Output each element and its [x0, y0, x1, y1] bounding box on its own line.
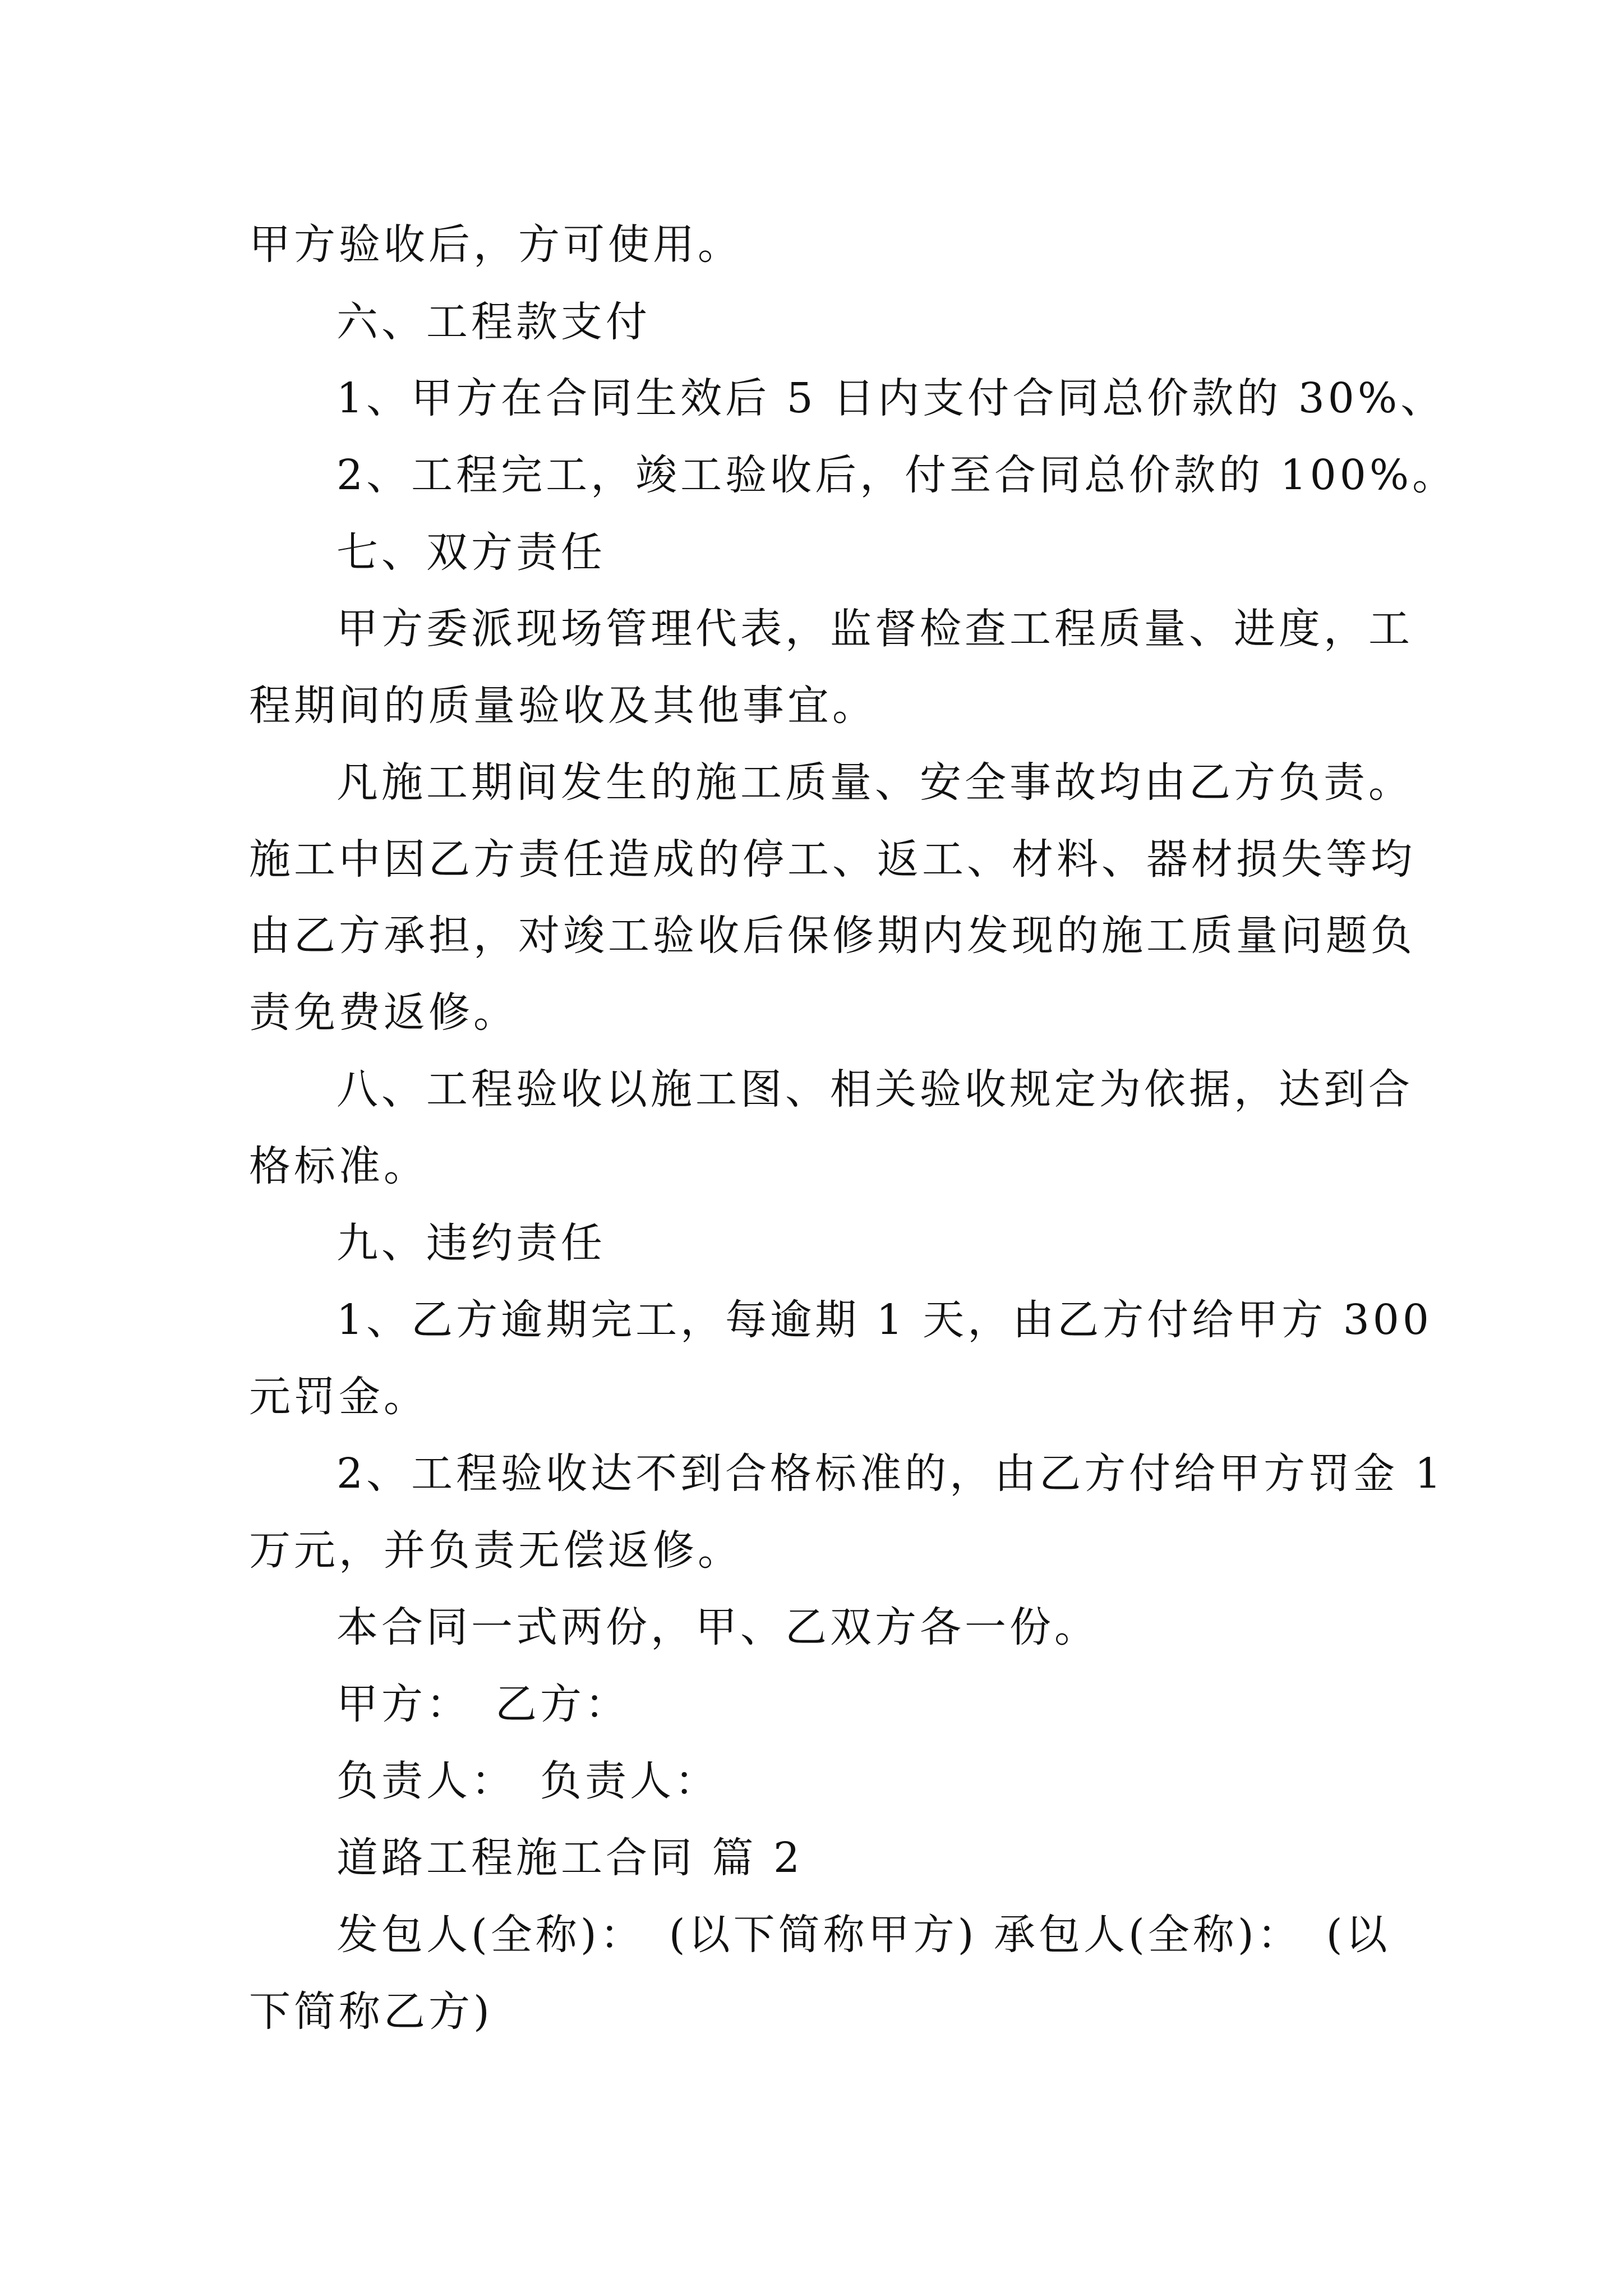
text-line: 程期间的质量验收及其他事宜。: [249, 682, 877, 730]
signature-representative-line: 负责人： 负责人：: [336, 1757, 720, 1805]
text-line: 下简称乙方): [249, 1987, 493, 2036]
section-heading: 七、双方责任: [336, 528, 606, 577]
text-line: 施工中因乙方责任造成的停工、返工、材料、器材损失等均: [249, 835, 1415, 884]
signature-parties-line: 甲方： 乙方：: [336, 1680, 630, 1728]
section-heading: 六、工程款支付: [336, 298, 651, 346]
text-line: 2、工程完工，竣工验收后，付至合同总价款的 100%。: [336, 451, 1458, 499]
text-line: 格标准。: [249, 1142, 428, 1190]
text-line: 1、甲方在合同生效后 5 日内支付合同总价款的 30%、: [336, 374, 1446, 422]
text-line: 甲方委派现场管理代表，监督检查工程质量、进度，工: [336, 605, 1413, 653]
section-heading: 九、违约责任: [336, 1219, 606, 1267]
contract-title: 道路工程施工合同 篇 2: [336, 1834, 804, 1882]
text-line: 责免费返修。: [249, 988, 518, 1037]
text-line: 1、乙方逾期完工，每逾期 1 天，由乙方付给甲方 300: [336, 1296, 1432, 1344]
text-line: 由乙方承担，对竣工验收后保修期内发现的施工质量问题负: [249, 912, 1415, 960]
text-line: 发包人(全称)： (以下简称甲方) 承包人(全称)： (以: [336, 1911, 1391, 1959]
text-line: 2、工程验收达不到合格标准的，由乙方付给甲方罚金 1: [336, 1450, 1445, 1498]
text-line: 万元，并负责无偿返修。: [249, 1526, 743, 1575]
text-line: 本合同一式两份，甲、乙双方各一份。: [336, 1603, 1099, 1651]
text-line: 凡施工期间发生的施工质量、安全事故均由乙方负责。: [336, 758, 1413, 807]
text-line: 甲方验收后，方可使用。: [249, 220, 743, 269]
text-line: 八、工程验收以施工图、相关验收规定为依据，达到合: [336, 1065, 1413, 1114]
text-line: 元罚金。: [249, 1373, 428, 1421]
